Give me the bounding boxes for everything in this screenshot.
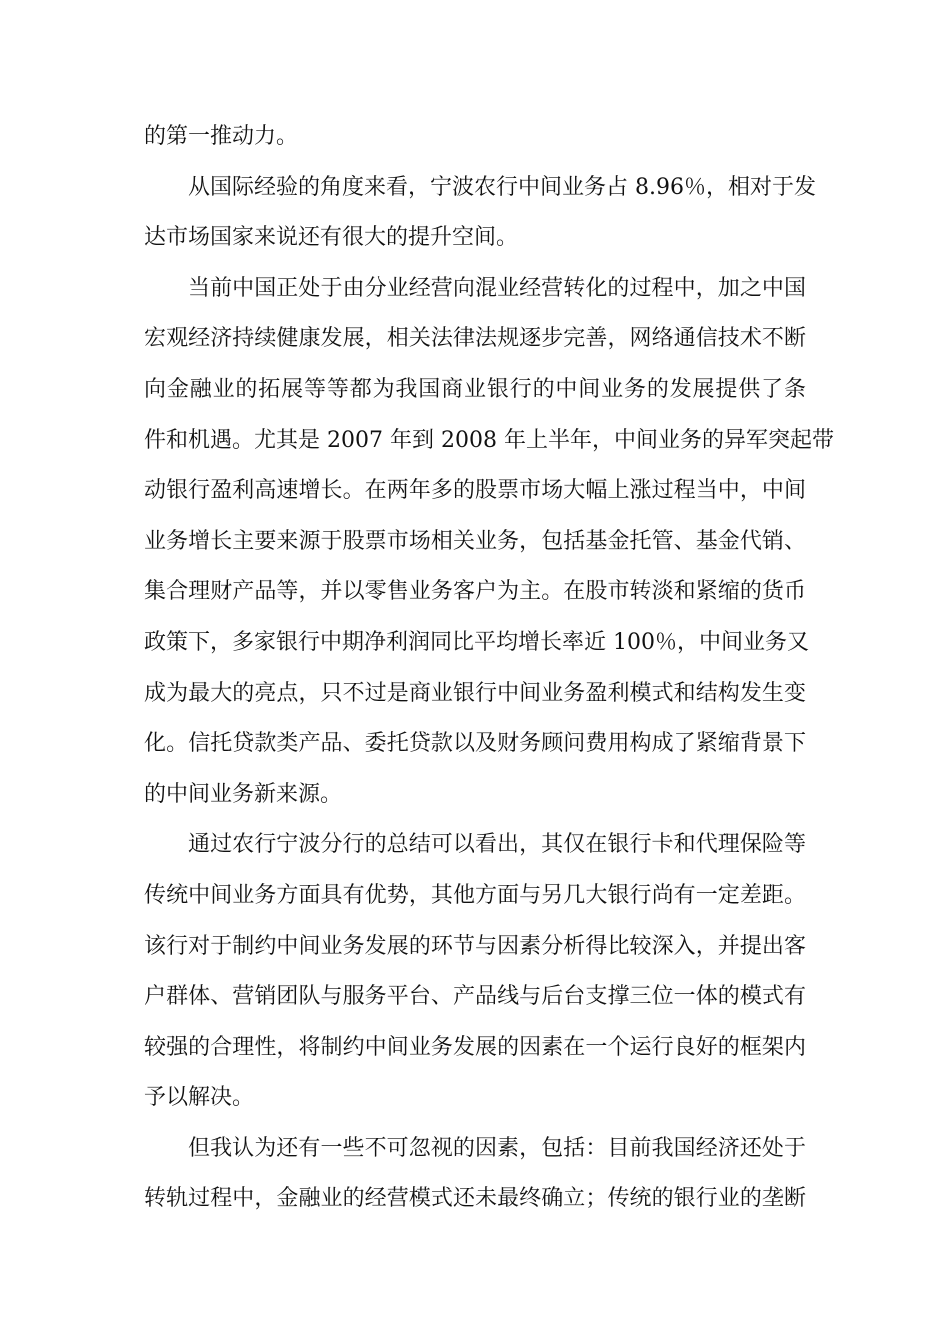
text-line: 的中间业务新来源。: [144, 781, 343, 807]
paragraph: [144, 264, 834, 821]
text-line: 较强的合理性，将制约中间业务发展的因素在一个运行良好的框架内: [144, 1034, 806, 1060]
paragraph: [144, 112, 806, 163]
text-line: 转轨过程中，金融业的经营模式还未最终确立；传统的银行业的垄断: [144, 1186, 806, 1212]
text-line: 政策下，多家银行中期净利润同比平均增长率近 100％，中间业务又: [144, 629, 809, 655]
text-line: 成为最大的亮点，只不过是商业银行中间业务盈利模式和结构发生变: [144, 680, 806, 706]
paragraph: [144, 163, 816, 264]
text-line: 的第一推动力。: [144, 124, 299, 149]
text-line: 但我认为还有一些不可忽视的因素，包括：目前我国经济还处于: [188, 1135, 806, 1161]
text-line: 动银行盈利高速增长。在两年多的股票市场大幅上涨过程当中，中间: [144, 478, 806, 504]
text-line: 达市场国家来说还有很大的提升空间。: [144, 225, 519, 251]
text-line: 化。信托贷款类产品、委托贷款以及财务顾问费用构成了紧缩背景下: [144, 731, 806, 757]
body-text: [144, 112, 834, 1225]
text-line: 件和机遇。尤其是 2007 年到 2008 年上半年，中间业务的异军突起带: [144, 427, 834, 453]
text-line: 从国际经验的角度来看，宁波农行中间业务占 8.96％，相对于发: [188, 174, 816, 200]
text-line: 户群体、营销团队与服务平台、产品线与后台支撑三位一体的模式有: [144, 984, 806, 1010]
paragraph: [144, 1124, 806, 1225]
text-line: 当前中国正处于由分业经营向混业经营转化的过程中，加之中国: [188, 275, 806, 301]
text-line: 传统中间业务方面具有优势，其他方面与另几大银行尚有一定差距。: [144, 882, 806, 908]
text-line: 通过农行宁波分行的总结可以看出，其仅在银行卡和代理保险等: [188, 832, 806, 858]
text-line: 该行对于制约中间业务发展的环节与因素分析得比较深入，并提出客: [144, 933, 806, 959]
text-line: 集合理财产品等，并以零售业务客户为主。在股市转淡和紧缩的货币: [144, 579, 806, 605]
paragraph: [144, 820, 806, 1124]
text-line: 予以解决。: [144, 1085, 255, 1111]
text-line: 业务增长主要来源于股票市场相关业务，包括基金托管、基金代销、: [144, 528, 806, 554]
text-line: 向金融业的拓展等等都为我国商业银行的中间业务的发展提供了条: [144, 376, 806, 402]
text-line: 宏观经济持续健康发展，相关法律法规逐步完善，网络通信技术不断: [144, 326, 806, 352]
